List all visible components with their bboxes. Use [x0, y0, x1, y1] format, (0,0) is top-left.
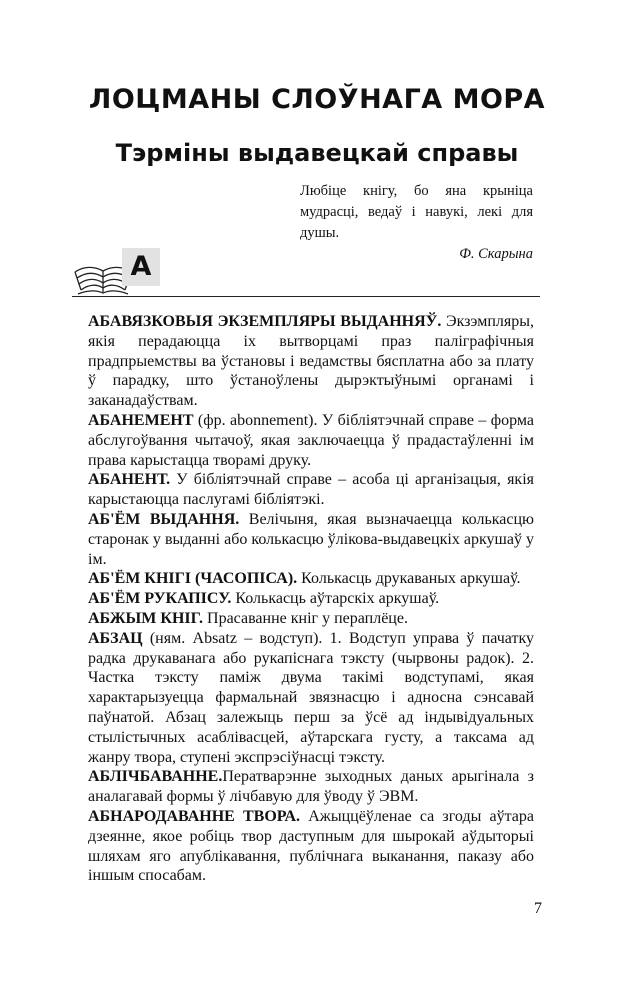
entry-definition: Колькасць аўтарскіх аркушаў. — [231, 590, 440, 608]
page-subtitle: Тэрміны выдавецкай справы — [115, 139, 519, 167]
entry-definition: Велічыня, якая вызначаецца колькасцю старонак у выданні або колькасцю ўлікова-выдавецкіх аркушаў у ім. — [88, 510, 534, 568]
entry-term: АБАНЕНТ. — [88, 471, 171, 489]
glossary-entries — [88, 312, 534, 886]
glossary-entry — [88, 807, 534, 886]
glossary-entry — [88, 609, 534, 629]
entry-definition: Колькасць друкаваных аркушаў. — [297, 570, 521, 588]
page-title: ЛОЦМАНЫ СЛОЎНАГА МОРА — [88, 84, 546, 115]
entry-definition: Ажыццёўленае са згоды аўтара дзеянне, якое робіць твор даступным для шырокай аўдыторыі шляхам яго апублікавання, публічнага выканання, паказу або іншым спосабам. — [88, 807, 535, 885]
section-divider — [72, 296, 540, 297]
glossary-entry — [88, 569, 534, 589]
entry-definition: Ператварэнне зыходных даных арыгінала з аналагавай формы ў лічбавую для ўводу ў ЭВМ. — [88, 768, 534, 806]
entry-term: АБ'ЁМ КНІГІ (ЧАСОПІСА). — [88, 570, 298, 588]
entry-term: АБНАРОДАВАННЕ ТВОРА. — [88, 807, 301, 825]
glossary-entry — [88, 312, 534, 411]
glossary-entry — [88, 470, 534, 510]
entry-definition: Прасаванне кніг у пераплёце. — [203, 609, 408, 627]
page-number: 7 — [534, 900, 542, 917]
glossary-entry — [88, 411, 534, 470]
entry-term: АБЗАЦ — [88, 629, 143, 647]
glossary-entry — [88, 510, 534, 569]
entry-definition: (ням. Absatz – водступ). 1. Водступ управа ў пачатку радка друкаванага або рукапіснага тэксту (чырвоны радок). 2. Частка тэксту паміж двума такімі водступамі, якая характарызуецца фармальнай звязнасцю і адносна сэнсавай паўнатой. Абзац залежыць перш за ўсё ад індывідуальных стылістычных асаблівасцей, аўтарскага густу, а таксама ад жанру твора, ступені экспрэсіўнасці тэксту. — [88, 629, 534, 766]
section-letter: А — [122, 248, 160, 286]
section-letter-header — [72, 248, 540, 302]
glossary-entry — [88, 767, 534, 807]
entry-term: АБЖЫМ КНІГ. — [88, 609, 204, 627]
entry-term: АБ'ЁМ ВЫДАННЯ. — [88, 510, 240, 528]
entry-term: АБАВЯЗКОВЫЯ ЭКЗЕМПЛЯРЫ ВЫДАННЯЎ. — [88, 313, 442, 330]
entry-term: АБЛІЧБАВАННЕ. — [88, 768, 223, 786]
entry-definition: У бібліятэчнай справе – асоба ці арганізацыя, якія карыстаюцца паслугамі бібліятэкі. — [88, 471, 534, 509]
glossary-entry — [88, 629, 534, 768]
entry-term: АБ'ЁМ РУКАПІСУ. — [88, 590, 232, 608]
entry-term: АБАНЕМЕНТ — [88, 411, 194, 429]
glossary-entry — [88, 589, 534, 609]
epigraph-author: Ф. Скарына — [459, 246, 533, 262]
entry-definition: (фр. abonnement). У бібліятэчнай справе – форма абслугоўвання чытачоў, якая заключаецца ў прадастаўленні ім права карыстацца творамі друку. — [88, 411, 534, 469]
epigraph-quote: Любіце кнігу, бо яна крыніца мудрасці, ведаў і навукі, лекі для душы. — [300, 183, 533, 241]
entry-definition: Экзэмпляры, якія перадаюцца іх вытворцамі праз паліграфічныя прадпрыемствы ва ўстановы і ведамствы бясплатна або за плату ў парадку, што ўстаноўлены дырэктыўнымі органамі і заканадаўствам. — [88, 313, 535, 410]
